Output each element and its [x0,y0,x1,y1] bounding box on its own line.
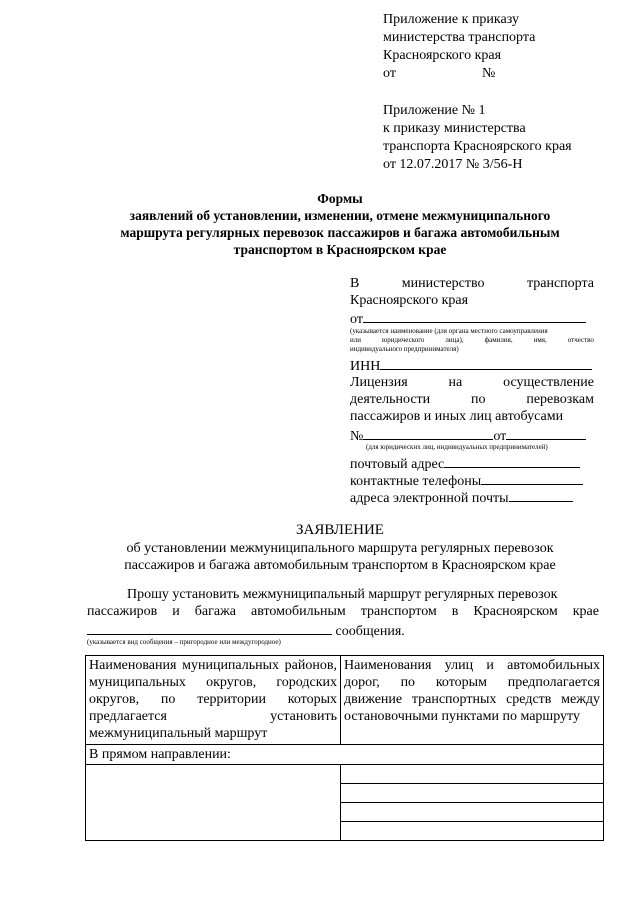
from-hint-3: индивидуального предпринимателя) [350,345,459,353]
appendix1-line-1: Приложение № 1 [383,103,486,118]
addressee-to-word-3: транспорта [526,276,594,291]
license-word-6: перевозкам [526,392,594,407]
inn-label: ИНН [350,359,381,374]
forms-title: Формы [317,191,363,206]
table-header-col1: Наименования муниципальных районов, муниципальных округов, городских округов, по территории которых предлагается установить межмуниципальный маршрут [86,656,341,745]
license-number-label: № [350,429,364,444]
license-word-5: по [471,392,486,407]
table-cell-street[interactable] [341,803,604,822]
license-number-underline [363,426,493,440]
table-direction-row [86,745,604,765]
appendix-order-number: № [482,66,496,81]
addressee-to-word-1: В [350,276,360,291]
appendix-order-line-3: Красноярского края [383,48,502,63]
forms-title-line-2: маршрута регулярных перевозок пассажиров и багажа автомобильным [120,225,560,240]
statement-body-hint: (указывается вид сообщения – пригородное или междугородное) [87,638,281,646]
addressee-to-word-2: министерство [401,276,485,291]
table-direction-cell: В прямом направлении: [86,745,604,765]
from-hint-2 [350,336,594,345]
license-word-2: на [448,375,463,390]
from-underline [363,309,586,323]
postal-underline [444,454,580,468]
license-line-3: пассажиров и иных лиц автобусами [350,409,564,424]
phones-label: контактные телефоны [350,474,482,489]
phones-underline [481,471,583,485]
appendix1-line-2: к приказу министерства [383,121,526,136]
route-table [85,655,604,841]
from-field[interactable] [350,309,586,328]
license-word-1: Лицензия [350,375,408,390]
license-line-2 [350,391,594,408]
postal-label: почтовый адрес [350,457,445,472]
statement-heading: ЗАЯВЛЕНИЕ [296,522,384,538]
license-hint: (для юридических лиц, индивидуальных предпринимателей) [366,443,548,451]
forms-title-line-3: транспортом в Красноярском крае [233,242,447,257]
table-cell-street[interactable] [341,765,604,784]
from-hint-2-word-4: фамилия, [484,336,513,344]
from-hint-2-word-1: или [350,336,361,344]
inn-underline [380,356,592,370]
statement-subtitle-2: пассажиров и багажа автомобильным транспортом в Красноярском крае [124,558,556,573]
license-word-4: деятельности [350,392,431,407]
from-hint-2-word-2: юридического [381,336,425,344]
communication-type-underline [87,621,332,635]
from-label: от [350,312,363,327]
license-from-label: от [493,429,507,444]
statement-body-1: Прошу установить межмуниципальный маршрут регулярных перевозок [127,587,558,602]
appendix-order-line-2: министерства транспорта [383,30,536,45]
appendix-order-line-1: Приложение к приказу [383,12,519,27]
inn-field[interactable] [350,356,592,375]
license-line-1 [350,374,594,391]
license-from-underline [506,426,586,440]
table-row [86,765,604,784]
forms-title-line-1: заявлений об установлении, изменении, отмене межмуниципального [129,208,551,223]
license-word-3: осуществление [503,375,594,390]
statement-body-2: пассажиров и багажа автомобильным транспортом в Красноярском крае [87,604,599,619]
statement-subtitle-1: об установлении межмуниципального маршрута регулярных перевозок [126,541,554,556]
addressee-to-line [350,275,594,292]
email-underline [509,488,573,502]
appendix-order-from: от [383,66,396,81]
appendix1-date: от 12.07.2017 № 3/56-Н [383,157,523,172]
email-label: адреса электронной почты [350,491,509,506]
email-field[interactable] [350,488,573,507]
table-cell-street[interactable] [341,822,604,841]
statement-body-3-tail: сообщения. [335,624,405,639]
appendix1-line-3: транспорта Красноярского края [383,139,572,154]
table-cell-municipality[interactable] [86,765,341,841]
table-header-col2: Наименования улиц и автомобильных дорог, по которым предполагается движение транспортных средств между остановочными пунктами по маршруту [341,656,604,745]
table-cell-street[interactable] [341,784,604,803]
addressee-to-line-2: Красноярского края [350,293,469,308]
from-hint-1: (указывается наименование (для органа местного самоуправления [350,327,548,335]
from-hint-2-word-3: лица), [445,336,464,344]
table-header-row [86,656,604,745]
from-hint-2-word-5: имя, [533,336,547,344]
from-hint-2-word-6: отчество [567,336,594,344]
